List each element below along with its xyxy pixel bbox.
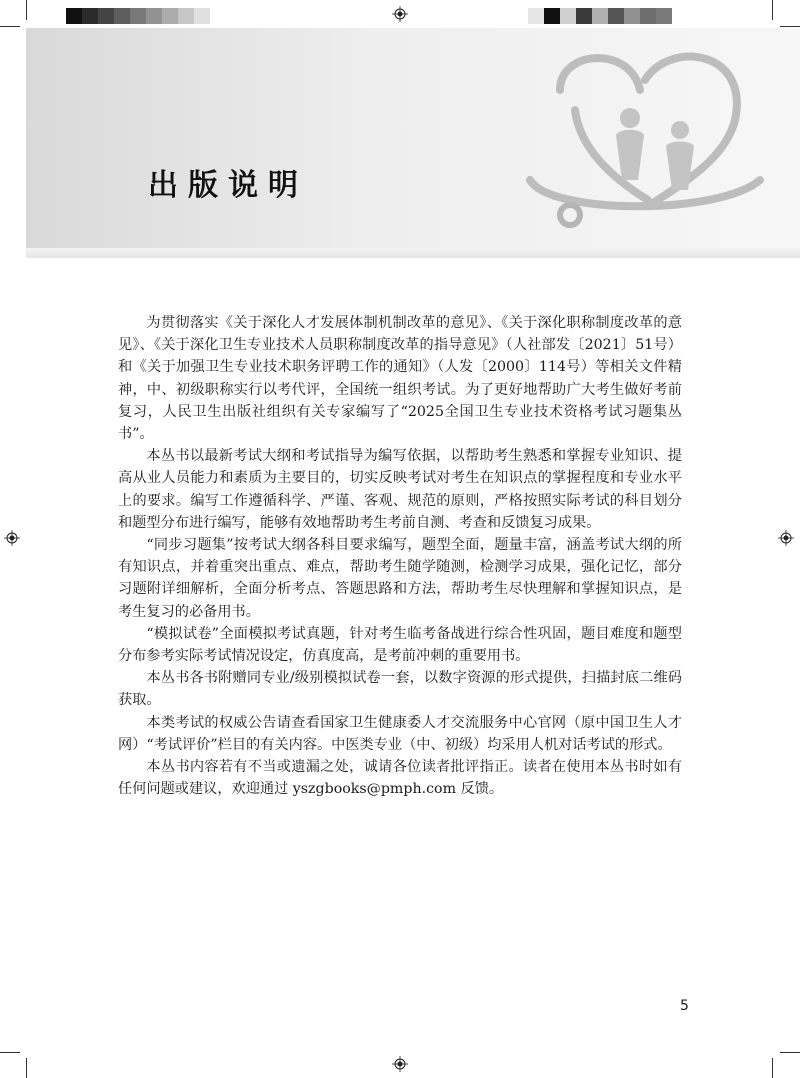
registration-mark-icon	[4, 530, 20, 546]
color-swatch	[544, 8, 560, 24]
color-swatch	[656, 8, 672, 24]
paragraph: 本丛书内容若有不当或遗漏之处，诚请各位读者批评指正。读者在使用本丛书时如有任何问题或建议，欢迎通过 yszgbooks@pmph.com 反馈。	[118, 759, 682, 798]
crop-mark	[772, 1058, 773, 1078]
paragraph: 为贯彻落实《关于深化人才发展体制机制改革的意见》、《关于深化职称制度改革的意见》、《关于深化卫生专业技术人员职称制度改革的指导意见》（人社部发〔2021〕51号）和《关于加强卫生专业技术职务评聘工作的通知》（人发〔2000〕114号）等相关文件精神，中、初级职称实行以考代评，全国统一组织考试。为了更好地帮助广大考生做好考前复习，人民卫生出版社组织有关专家编写了“2025全国卫生专业技术资格考试习题集丛书”。	[118, 315, 682, 443]
body-text	[118, 312, 682, 800]
page-title: 出版说明	[148, 168, 308, 203]
color-calibration-bar-right	[528, 8, 672, 24]
color-swatch	[66, 8, 82, 24]
heart-family-stethoscope-icon	[520, 40, 780, 240]
crop-mark	[0, 1052, 20, 1053]
page-number: 5	[680, 998, 689, 1014]
crop-mark	[780, 1052, 800, 1053]
registration-mark-icon	[778, 530, 794, 546]
color-calibration-bar-left	[66, 8, 210, 24]
color-swatch	[82, 8, 98, 24]
color-swatch	[114, 8, 130, 24]
crop-mark	[26, 0, 27, 20]
color-swatch	[162, 8, 178, 24]
color-swatch	[98, 8, 114, 24]
crop-mark	[0, 26, 20, 27]
paragraph: 本类考试的权威公告请查看国家卫生健康委人才交流服务中心官网（原中国卫生人才网）“考试评价”栏目的有关内容。中医类专业（中、初级）均采用人机对话考试的形式。	[118, 714, 682, 753]
crop-mark	[780, 26, 800, 27]
color-swatch	[608, 8, 624, 24]
color-swatch	[528, 8, 544, 24]
color-swatch	[592, 8, 608, 24]
color-swatch	[624, 8, 640, 24]
crop-mark	[26, 1058, 27, 1078]
color-swatch	[130, 8, 146, 24]
color-swatch	[576, 8, 592, 24]
color-swatch	[640, 8, 656, 24]
paragraph: 本丛书各书附赠同专业/级别模拟试卷一套，以数字资源的形式提供，扫描封底二维码获取。	[118, 670, 682, 709]
paragraph: “同步习题集”按考试大纲各科目要求编写，题型全面，题量丰富，涵盖考试大纲的所有知识点，并着重突出重点、难点，帮助考生随学随测，检测学习成果，强化记忆，部分习题附详细解析，全面分析考点、答题思路和方法，帮助考生尽快理解和掌握知识点，是考生复习的必备用书。	[118, 537, 682, 620]
color-swatch	[194, 8, 210, 24]
color-swatch	[146, 8, 162, 24]
crop-mark	[772, 0, 773, 20]
registration-mark-icon	[392, 6, 408, 22]
paragraph: 本丛书以最新考试大纲和考试指导为编写依据，以帮助考生熟悉和掌握专业知识、提高从业人员能力和素质为主要目的，切实反映考试对考生在知识点的掌握程度和专业水平上的要求。编写工作遵循科学、严谨、客观、规范的原则，严格按照实际考试的科目划分和题型分布进行编写，能够有效地帮助考生考前自测、考查和反馈复习成果。	[118, 448, 682, 531]
color-swatch	[178, 8, 194, 24]
paragraph: “模拟试卷”全面模拟考试真题，针对考生临考备战进行综合性巩固，题目难度和题型分布参考实际考试情况设定，仿真度高，是考前冲刺的重要用书。	[118, 625, 682, 665]
color-swatch	[560, 8, 576, 24]
registration-mark-icon	[392, 1056, 408, 1072]
